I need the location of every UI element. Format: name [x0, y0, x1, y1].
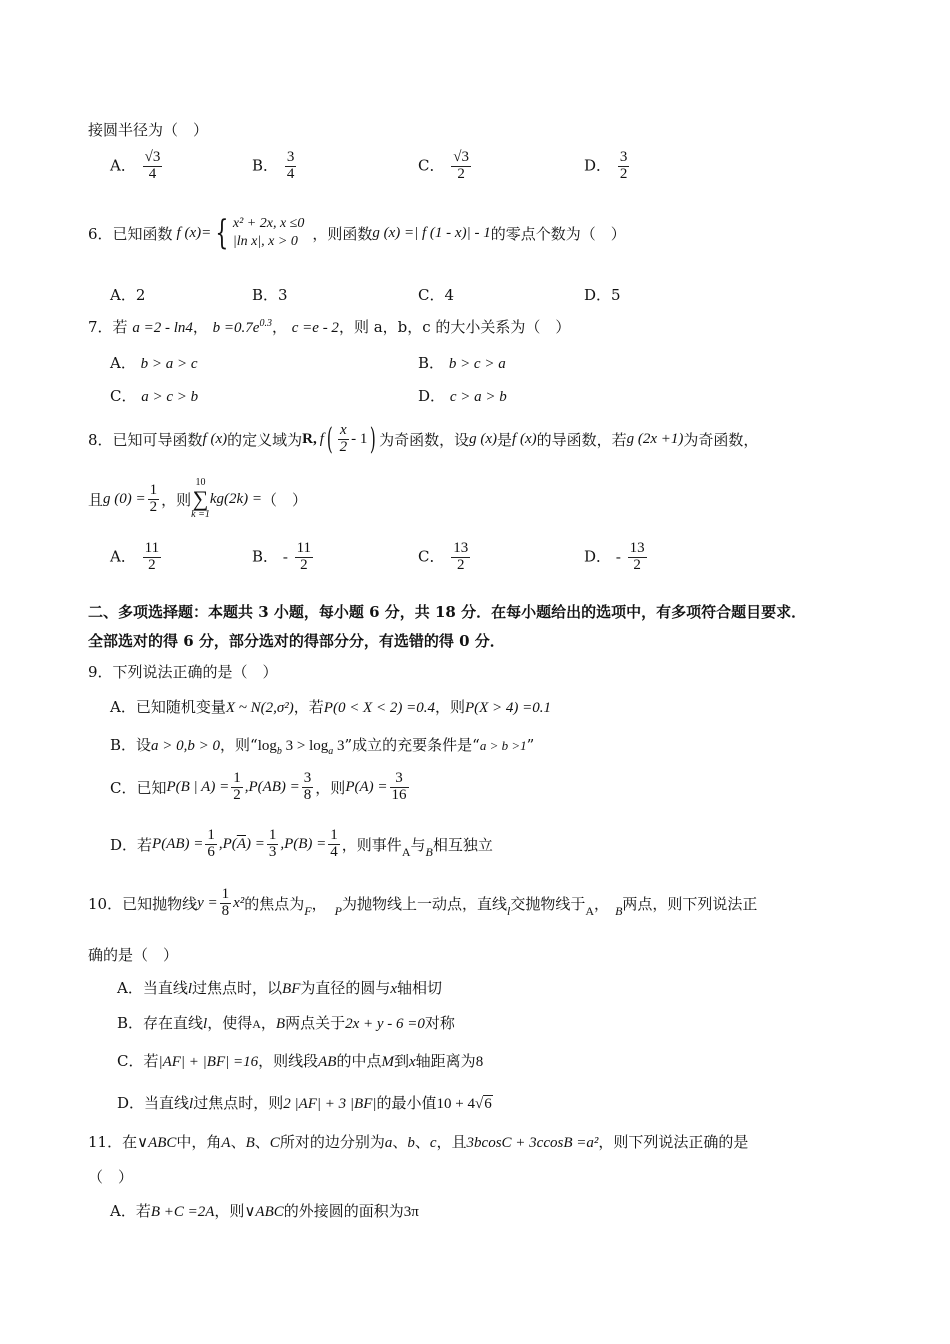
fraction: $\frac{11}{2}$ [144, 540, 160, 573]
fraction: $\frac{1}{2}$ [149, 481, 158, 515]
q6-option-c[interactable]: C．4 [418, 286, 455, 304]
question-9: 9．下列说法正确的是（ ） [88, 663, 278, 681]
q9-option-a[interactable]: A．已知随机变量X ~ N(2,σ²)，若P(0 < X < 2) =0.4，则P(X > 4) =0.1 [110, 698, 552, 716]
q5-option-b[interactable] [252, 150, 298, 183]
question-7 [88, 316, 570, 337]
q6-option-a[interactable]: A．2 [110, 286, 146, 304]
q7-option-b[interactable]: B． b > c > a [418, 354, 506, 372]
question-10-line2: 确的是（ ） [88, 946, 179, 964]
question-8-line2 [88, 478, 307, 520]
text: 6．已知函数 [88, 224, 173, 243]
text: 的零点个数为（ ） [490, 224, 626, 243]
text: 的导函数，若 [536, 431, 627, 449]
q6-option-b[interactable]: B．3 [252, 286, 288, 304]
fraction: $\frac{3}{8}$ [303, 770, 312, 803]
text: 7．若 [88, 318, 128, 336]
brace: { [215, 213, 229, 254]
fraction: $\frac{1}{4}$ [330, 827, 338, 860]
text: ，则函数 [312, 224, 373, 243]
fraction: $\frac{√3}{4}$ [144, 149, 161, 182]
math: R, [302, 431, 317, 447]
text: 8．已知可导函数 [88, 431, 203, 449]
section-2-heading-line2: 全部选对的得 6 分，部分选对的得部分分，有选错的得 0 分． [88, 632, 505, 650]
question-11-line2: （ ） [88, 1168, 134, 1186]
math: g (0) = [103, 490, 146, 507]
math: f (x) [202, 431, 228, 447]
text: 为奇函数，设 [379, 431, 470, 449]
q11-option-a[interactable]: A．若B +C =2A，则∨ABC的外接圆的面积为3π [110, 1202, 419, 1220]
q10-option-b[interactable]: B．存在直线l，使得A，B两点关于2x + y - 6 =0对称 [117, 1014, 455, 1032]
fraction: $\frac{13}{2}$ [453, 540, 469, 573]
math: g (x) =| f (1 - x)| - 1 [372, 224, 491, 241]
text: ， [192, 318, 208, 336]
question-8-line1 [88, 422, 758, 457]
opt-label: A． [110, 156, 136, 175]
q9-option-c[interactable]: C．已知 P(B | A) = $\frac{1}{2}$ ,P(AB) = $\frac{3}{8}$ ，则 P(A) = $\frac{3}{16}$ [110, 770, 407, 803]
text: 且 [88, 490, 104, 509]
fraction: $\frac{1}{2}$ [233, 770, 241, 803]
q5-tail: 接圆半径为（ ） [88, 121, 209, 139]
text: 的定义域为 [227, 431, 303, 449]
q8-option-c[interactable]: C． $\frac{13}{2}$ [418, 540, 469, 573]
q10-option-c[interactable]: C．若|AF| + |BF| =16，则线段AB的中点M到x轴距离为8 [117, 1052, 484, 1070]
q7-option-a[interactable]: A． b > a > c [110, 354, 198, 372]
opt-label: B． [252, 156, 279, 175]
text: ， [271, 318, 287, 336]
math-sup: 0.3 [259, 318, 272, 329]
sum-symbol: 10 ∑ k =1 [191, 477, 210, 520]
fraction: $\frac{3}{4}$ [286, 149, 295, 182]
paren: ) [370, 422, 377, 457]
math: kg(2k) = [209, 490, 263, 507]
q7-option-d[interactable]: D． c > a > b [418, 387, 507, 405]
q5-option-a[interactable] [110, 150, 164, 183]
fraction: $\frac{x}{2}$ [339, 422, 348, 455]
question-11: 11．在∨ABC中，角A、B、C所对的边分别为a、b、c，且3bcosC + 3ccosB =a²，则下列说法正确的是 [88, 1133, 749, 1151]
sqrt-symbol: √ [474, 1096, 484, 1112]
q10-option-d[interactable]: D．当直线l过焦点时，则2 |AF| + 3 |BF|的最小值10 + 4√6 [117, 1094, 492, 1112]
fraction: $\frac{1}{6}$ [207, 827, 215, 860]
question-10: 10．已知抛物线 y = $\frac{1}{8}$ x² 的焦点为 F ， P 为抛物线上一动点，直线 l 交抛物线于 A ， B 两点，则下列说法正 [88, 886, 758, 919]
text: 为奇函数， [683, 431, 759, 449]
text: 是 [497, 431, 513, 449]
opt-label: C． [418, 156, 445, 175]
text: （ ） [262, 490, 308, 509]
q7-option-c[interactable]: C． a > c > b [110, 387, 199, 405]
q8-option-b[interactable]: B． - $\frac{11}{2}$ [252, 540, 312, 573]
math: f (x)= [176, 224, 212, 241]
fraction: $\frac{3}{2}$ [619, 149, 628, 182]
text: ，则 a，b，c 的大小关系为（ ） [338, 318, 571, 336]
q5-option-c[interactable] [418, 150, 473, 183]
math: f (x) [512, 431, 537, 447]
q8-option-d[interactable]: D． - $\frac{13}{2}$ [584, 540, 645, 573]
fraction: $\frac{3}{16}$ [391, 770, 407, 803]
fraction: $\frac{1}{3}$ [268, 827, 277, 860]
fraction: $\frac{√3}{2}$ [453, 149, 469, 182]
math: g (x) [469, 431, 498, 447]
q10-option-a[interactable]: A．当直线l过焦点时，以BF为直径的圆与x轴相切 [117, 979, 443, 997]
math: b =0.7e [212, 320, 260, 336]
fraction: $\frac{1}{8}$ [221, 886, 230, 919]
q8-option-a[interactable]: A． $\frac{11}{2}$ [110, 540, 160, 573]
section-2-heading: 二、多项选择题：本题共 3 小题，每小题 6 分，共 18 分．在每小题给出的选项中，有多项符合题目要求． [88, 603, 807, 621]
q6-option-d[interactable]: D．5 [584, 286, 621, 304]
fraction: $\frac{13}{2}$ [629, 540, 645, 573]
math: - 1 [351, 431, 368, 447]
math: a =2 - ln4 [132, 320, 193, 336]
math: c =e - 2 [291, 320, 339, 336]
fraction: $\frac{11}{2}$ [296, 540, 312, 573]
paren: ( [326, 422, 333, 457]
q9-option-b[interactable]: B．设a > 0,b > 0，则“$\log_b$ $3 > \log_a 3$”成立的充要条件是“a > b >1” [110, 736, 535, 757]
q5-option-d[interactable] [584, 150, 631, 183]
math: f [319, 431, 324, 447]
text: ，则 [161, 490, 192, 509]
math: g (2x +1) [626, 431, 684, 447]
piecewise: x² + 2x, x ≤0 |ln x|, x > 0 [232, 216, 305, 250]
opt-label: D． [584, 156, 612, 175]
question-6 [88, 213, 626, 254]
q9-option-d[interactable]: D．若 P(AB) = $\frac{1}{6}$ ,P( $\overline{A}$ ) = $\frac{1}{3}$ ,P(B) = $\frac{1}{4}$ ，则事件 A 与 B 相互独立 [110, 827, 493, 860]
